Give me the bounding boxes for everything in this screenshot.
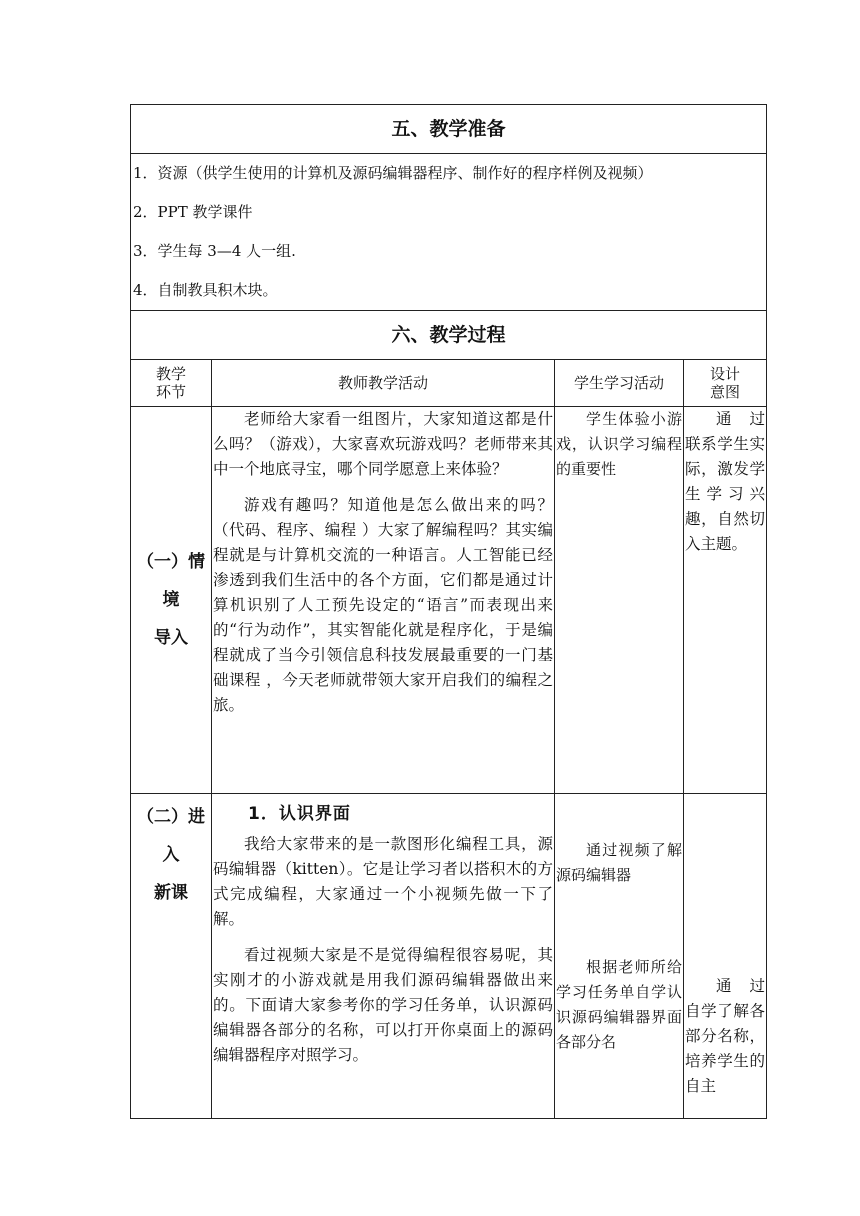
- design-intent-text: 通 过 联系学生实际，激发学生学习兴趣，自然切入主题。: [685, 410, 766, 553]
- header-stage: 教学 环节: [131, 360, 212, 407]
- stage-situation-intro: （一）情 境 导入: [131, 407, 212, 794]
- design-intent-cell: [684, 794, 767, 1119]
- section-title-process: 六、教学过程: [131, 311, 767, 360]
- preparation-item: 3．学生每 3—4 人一组.: [133, 242, 296, 260]
- header-teacher-activity: 教师教学活动: [212, 360, 555, 407]
- student-activity-cell: [555, 407, 684, 794]
- teacher-activity-cell: [212, 407, 555, 794]
- header-student-activity: 学生学习活动: [555, 360, 684, 407]
- preparation-list: [131, 154, 767, 311]
- student-activity-cell: [555, 794, 684, 1119]
- lesson-plan-table: [130, 104, 767, 1119]
- design-intent-cell: [684, 407, 767, 794]
- design-intent-text: 通 过 自学了解各部分名称，培养学生的自主: [685, 977, 766, 1095]
- preparation-item: 2．PPT 教学课件: [133, 203, 253, 221]
- student-activity-text: 通过视频了解源码编辑器: [556, 841, 682, 884]
- teacher-paragraph: 游戏有趣吗？知道他是怎么做出来的吗？（代码、程序、编程 ）大家了解编程吗？其实编程就是与计算机交流的一种语言。人工智能已经渗透到我们生活中的各个方面，它们都是通过计算机识别了人工预先设定的“语言”而表现出来的“行为动作”，其实智能化就是程序化，于是编程就成了当今引领信息科技发展最重要的一门基础课程 ，今天老师就带领大家开启我们的编程之旅。: [213, 496, 553, 714]
- teacher-activity-cell: [212, 794, 555, 1119]
- teacher-paragraph: 看过视频大家是不是觉得编程很容易呢，其实刚才的小游戏就是用我们源码编辑器做出来的。下面请大家参考你的学习任务单，认识源码编辑器各部分的名称，可以打开你桌面上的源码编辑器程序对照学习。: [213, 946, 553, 1064]
- header-design-intent: 设计 意图: [684, 360, 767, 407]
- section-title-preparation: 五、教学准备: [131, 105, 767, 154]
- student-activity-text: 根据老师所给学习任务单自学认识源码编辑器界面各部分名: [556, 958, 682, 1051]
- teacher-paragraph: 我给大家带来的是一款图形化编程工具，源码编辑器（kitten）。它是让学习者以搭积木的方式完成编程，大家通过一个小视频先做一下了解。: [213, 835, 553, 928]
- teacher-paragraph: 老师给大家看一组图片，大家知道这都是什么吗？（游戏），大家喜欢玩游戏吗？老师带来其中一个地底寻宝，哪个同学愿意上来体验？: [213, 410, 553, 478]
- stage-new-lesson: （二）进 入 新课: [131, 794, 212, 1119]
- lesson-plan-document: [130, 104, 766, 1119]
- preparation-item: 4．自制教具积木块。: [133, 281, 278, 299]
- preparation-item: 1．资源（供学生使用的计算机及源码编辑器程序、制作好的程序样例及视频）: [133, 164, 653, 182]
- subsection-title: 1．认识界面: [248, 804, 351, 824]
- student-activity-text: 学生体验小游戏，认识学习编程的重要性: [556, 410, 682, 478]
